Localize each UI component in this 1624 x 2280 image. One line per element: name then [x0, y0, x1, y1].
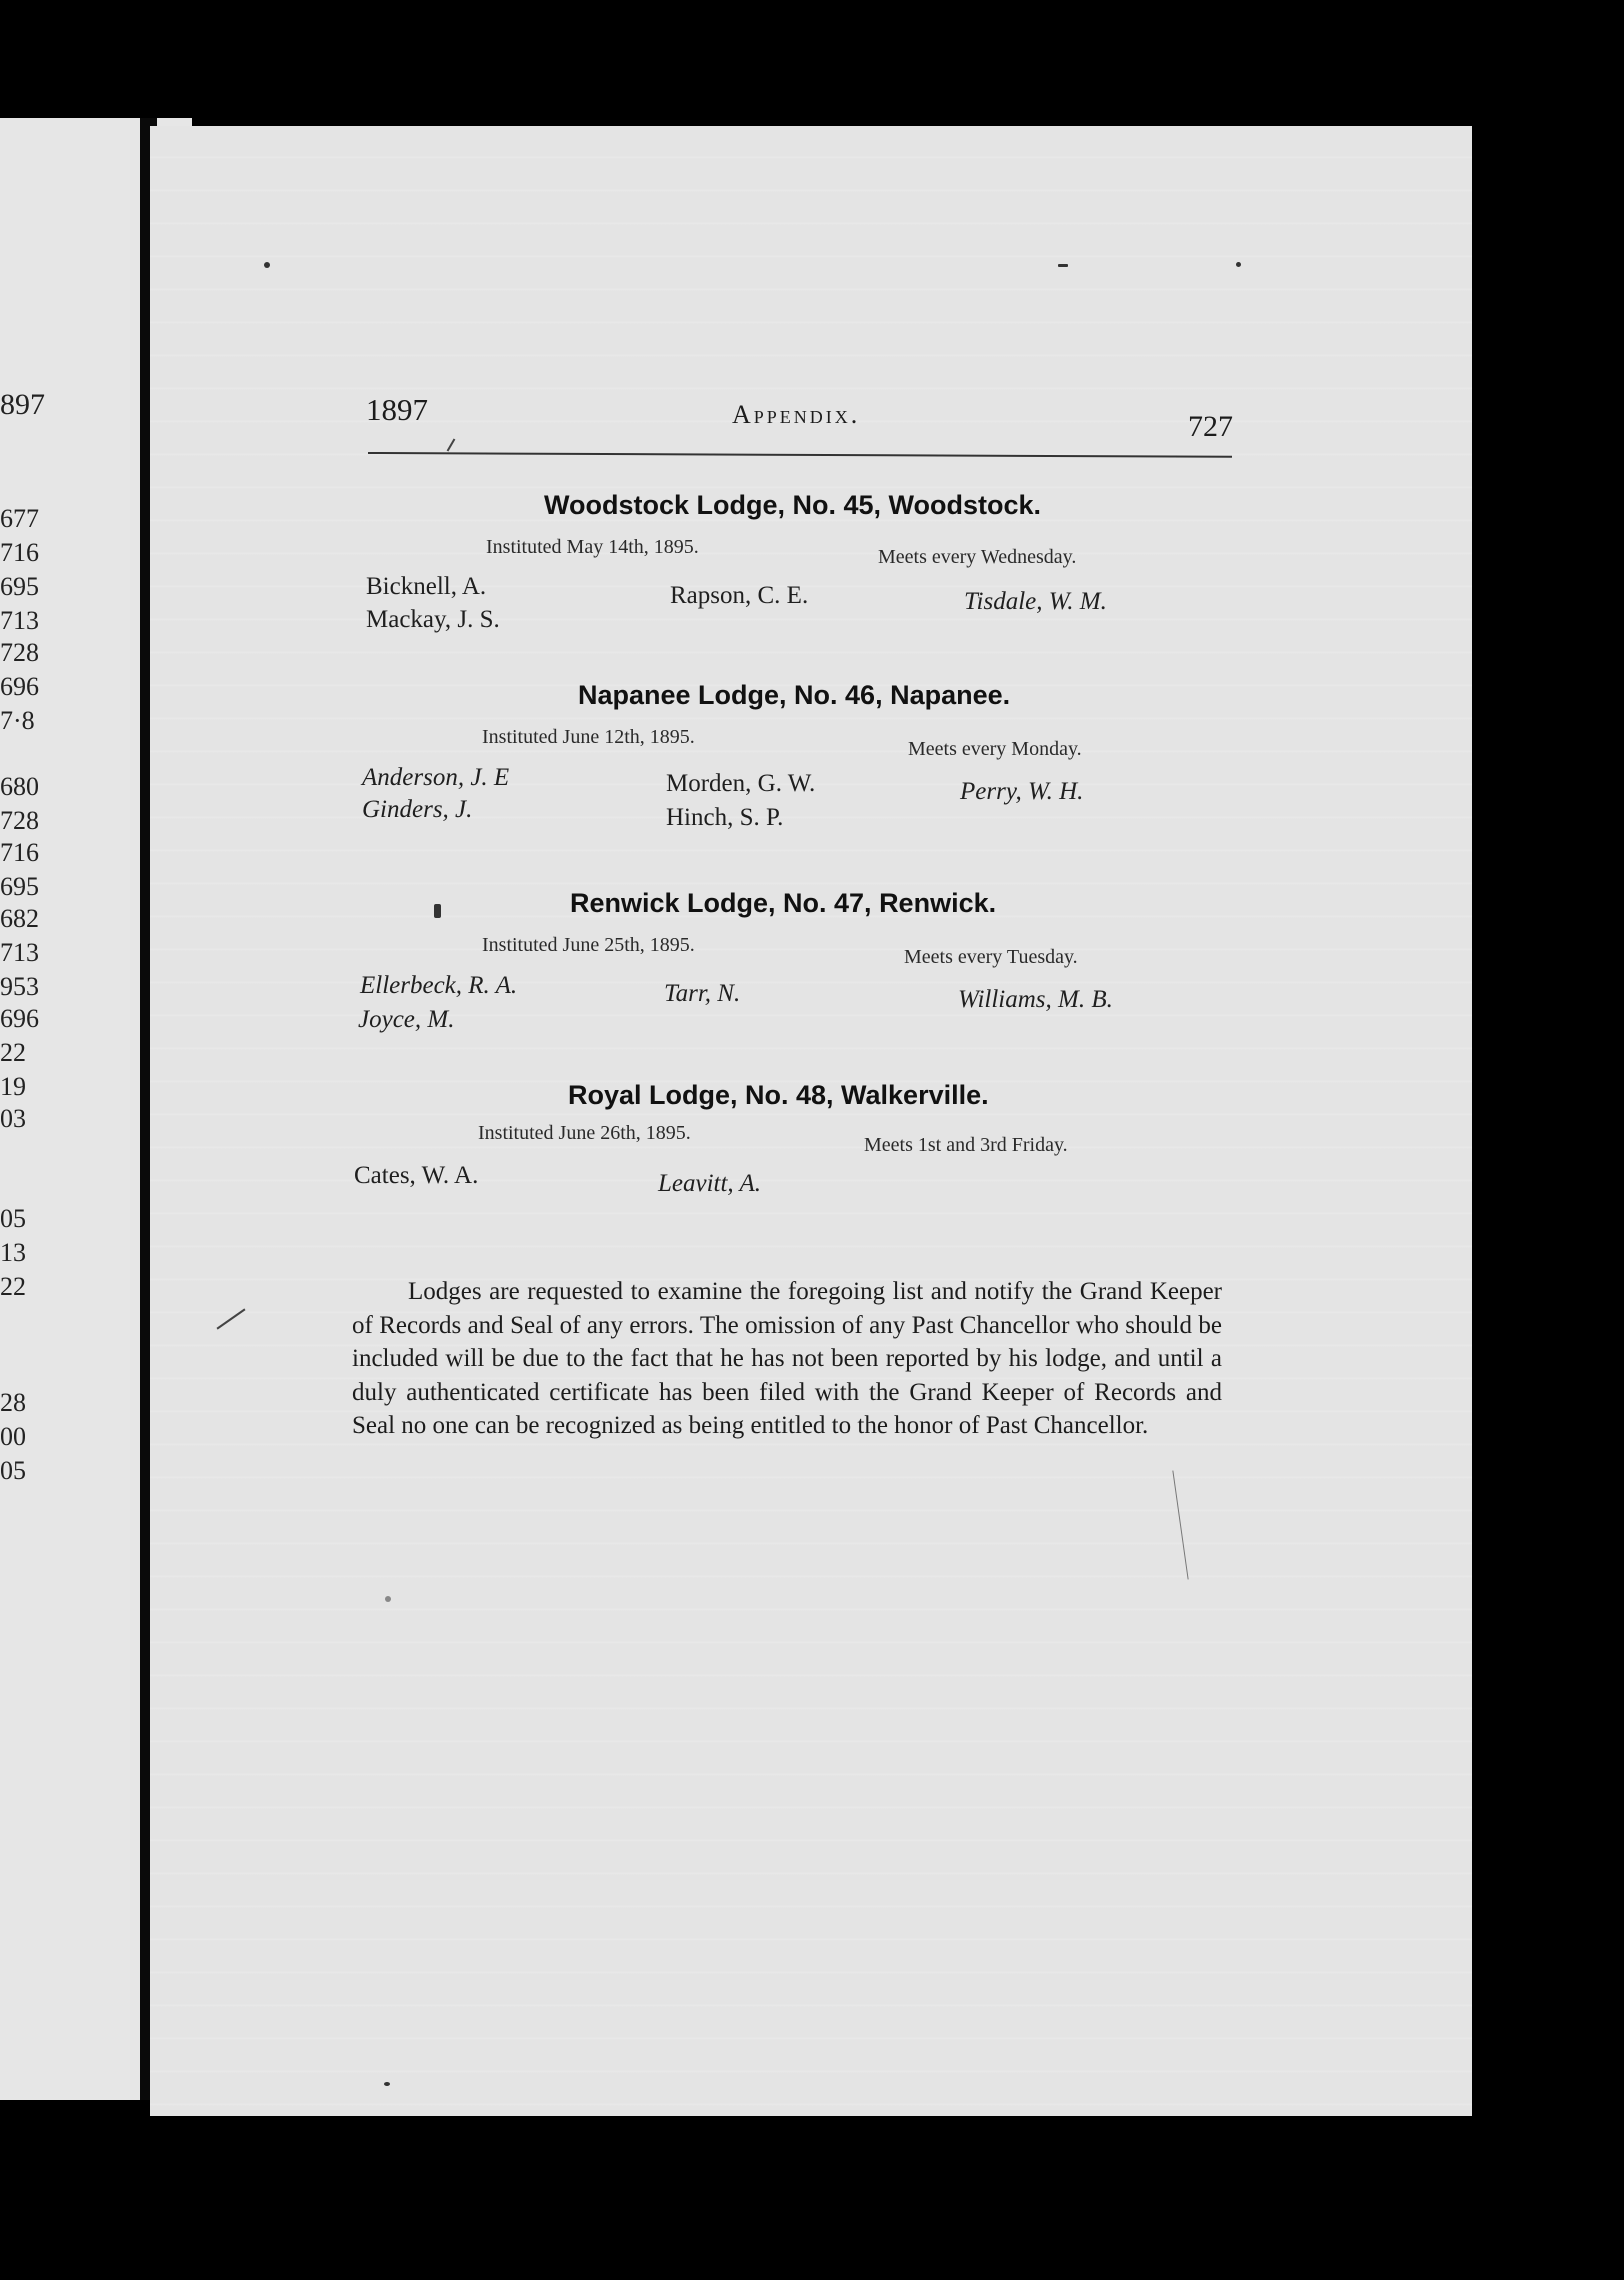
- member-name: Hinch, S. P.: [666, 804, 784, 831]
- left-page-number: 05: [0, 1204, 26, 1233]
- left-page-number: 696: [0, 672, 39, 701]
- left-page-number: 713: [0, 938, 39, 967]
- lodge-instituted: Instituted May 14th, 1895.: [486, 536, 699, 558]
- scan-speck: [384, 2082, 390, 2086]
- member-name: Perry, W. H.: [960, 778, 1084, 805]
- left-page-number: 680: [0, 772, 39, 801]
- lodge-heading: Woodstock Lodge, No. 45, Woodstock.: [544, 490, 1042, 520]
- lodge-meeting-day: Meets every Wednesday.: [878, 546, 1077, 568]
- left-page-number: 05: [0, 1456, 26, 1485]
- member-name: Tisdale, W. M.: [964, 588, 1107, 615]
- member-name: Tarr, N.: [664, 980, 741, 1007]
- lodge-meeting-day: Meets every Tuesday.: [904, 946, 1078, 968]
- left-page-number: 7·8: [0, 706, 35, 735]
- member-name: Joyce, M.: [358, 1006, 455, 1033]
- scan-speck: [1236, 262, 1241, 267]
- lodge-heading: Renwick Lodge, No. 47, Renwick.: [570, 888, 997, 918]
- running-header-year: 1897: [366, 392, 428, 427]
- member-name: Rapson, C. E.: [670, 582, 809, 609]
- lodge-instituted: Instituted June 26th, 1895.: [478, 1122, 691, 1144]
- member-name: Bicknell, A.: [366, 573, 487, 600]
- left-page-number: 13: [0, 1238, 26, 1267]
- left-page-number: 953: [0, 972, 39, 1001]
- page-number: 727: [1188, 410, 1233, 443]
- scan-speck: [434, 904, 441, 918]
- left-page-number: 22: [0, 1038, 26, 1067]
- left-page-number: 677: [0, 504, 39, 533]
- left-page-number: 00: [0, 1422, 26, 1451]
- left-page-number: 728: [0, 806, 39, 835]
- notice-paragraph: [352, 1275, 1222, 1443]
- scan-speck: [264, 262, 270, 268]
- member-name: Anderson, J. E: [362, 764, 510, 791]
- member-name: Mackay, J. S.: [366, 606, 500, 633]
- lodge-heading: Royal Lodge, No. 48, Walkerville.: [568, 1080, 989, 1110]
- notice-text: Lodges are requested to examine the foregoing list and notify the Grand Keeper of Records and Seal of any errors. The omission of any Past Chancellor who should be included will be due to the fact that he has not been reported by his lodge, and until a duly authenticated certificate has been filed with the Grand Keeper of Records and Seal no one can be recognized as being entitled to the honor of Past Chancellor.: [352, 1278, 1222, 1439]
- left-page-number: 728: [0, 638, 39, 667]
- left-page-number: 28: [0, 1388, 26, 1417]
- left-page-number: 695: [0, 872, 39, 901]
- left-page-number: 03: [0, 1104, 26, 1133]
- lodge-instituted: Instituted June 12th, 1895.: [482, 726, 695, 748]
- member-name: Ellerbeck, R. A.: [360, 972, 518, 999]
- lodge-instituted: Instituted June 25th, 1895.: [482, 934, 695, 956]
- left-page-number: 713: [0, 606, 39, 635]
- member-name: Leavitt, A.: [658, 1170, 762, 1197]
- left-page-number: 695: [0, 572, 39, 601]
- left-page-year-fragment: 897: [0, 388, 45, 421]
- member-name: Morden, G. W.: [666, 770, 816, 797]
- scan-speck: [385, 1596, 391, 1602]
- lodge-meeting-day: Meets every Monday.: [908, 738, 1082, 760]
- scan-speck: [1058, 264, 1068, 267]
- left-page-number: 22: [0, 1272, 26, 1301]
- left-page-number: 716: [0, 538, 39, 567]
- member-name: Ginders, J.: [362, 796, 473, 823]
- member-name: Cates, W. A.: [354, 1162, 479, 1189]
- lodge-meeting-day: Meets 1st and 3rd Friday.: [864, 1134, 1068, 1156]
- running-header-title: Appendix.: [732, 400, 861, 429]
- lodge-heading: Napanee Lodge, No. 46, Napanee.: [578, 680, 1011, 710]
- left-page-number: 696: [0, 1004, 39, 1033]
- left-page-number: 19: [0, 1072, 26, 1101]
- left-page-number: 716: [0, 838, 39, 867]
- member-name: Williams, M. B.: [958, 986, 1113, 1013]
- left-page-number: 682: [0, 904, 39, 933]
